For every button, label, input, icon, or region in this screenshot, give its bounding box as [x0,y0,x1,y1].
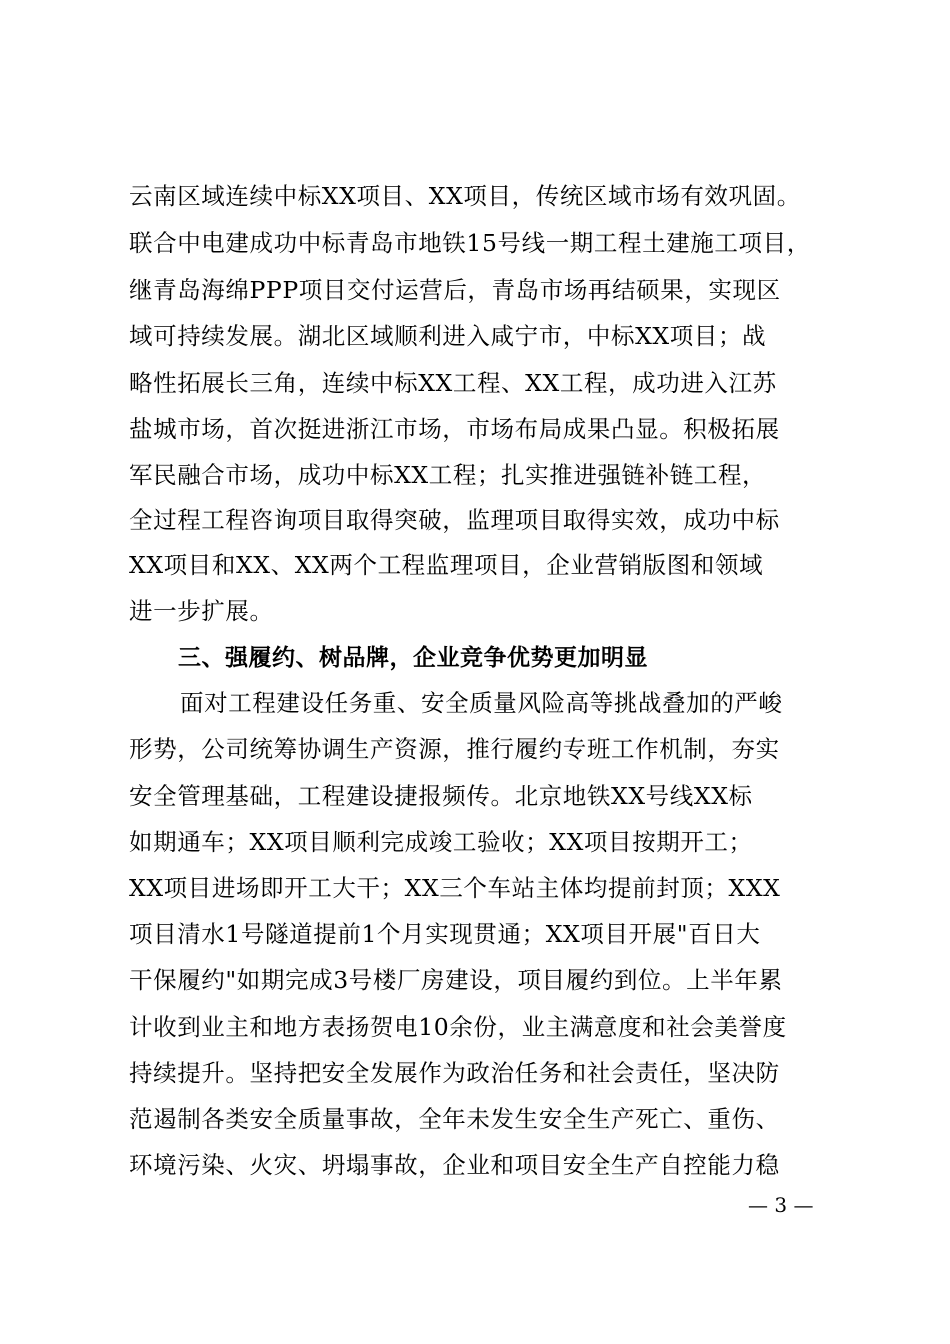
body-text-line: 全过程工程咨询项目取得突破，监理项目取得实效，成功中标 [129,506,780,534]
body-text-line: 略性拓展长三角，连续中标XX工程、XX工程，成功进入江苏 [129,369,777,397]
page-number: — 3 — [748,1193,814,1217]
body-text-line: 军民融合市场，成功中标XX工程；扎实推进强链补链工程， [129,461,767,489]
body-text-line: 安全管理基础，工程建设捷报频传。北京地铁XX号线XX标 [129,782,753,810]
body-text-line: 盐城市场，首次挺进浙江市场，市场布局成果凸显。积极拓展 [129,415,780,443]
body-text-line: 云南区域连续中标XX项目、XX项目，传统区域市场有效巩固。 [129,182,801,210]
body-text-line: 计收到业主和地方表扬贺电10余份，业主满意度和社会美誉度 [129,1013,787,1041]
body-text-line: 联合中电建成功中标青岛市地铁15号线一期工程土建施工项目， [129,229,811,257]
body-text-line: 形势，公司统筹协调生产资源，推行履约专班工作机制，夯实 [129,735,780,763]
body-text-line: 面对工程建设任务重、安全质量风险高等挑战叠加的严峻 [180,689,783,717]
body-text-line: 干保履约"如期完成3号楼厂房建设，项目履约到位。上半年累 [129,966,783,994]
section-heading: 三、强履约、树品牌，企业竞争优势更加明显 [178,645,648,671]
body-text-line: 域可持续发展。湖北区域顺利进入咸宁市，中标XX项目；战 [129,322,767,350]
body-text-line: 范遏制各类安全质量事故，全年未发生安全生产死亡、重伤、 [129,1105,780,1133]
body-text-line: 环境污染、火灾、坍塌事故，企业和项目安全生产自控能力稳 [129,1151,780,1179]
body-text-line: XX项目和XX、XX两个工程监理项目，企业营销版图和领域 [129,551,764,579]
body-text-line: 如期通车；XX项目顺利完成竣工验收；XX项目按期开工； [129,828,753,856]
body-text-line: 项目清水1号隧道提前1个月实现贯通；XX项目开展"百日大 [129,920,761,948]
body-text-line: 继青岛海绵PPP项目交付运营后，青岛市场再结硕果，实现区 [129,276,781,304]
body-text-line: XX项目进场即开工大干；XX三个车站主体均提前封顶；XXX [129,874,781,902]
body-text-line: 进一步扩展。 [129,597,274,625]
body-text-line: 持续提升。坚持把安全发展作为政治任务和社会责任，坚决防 [129,1059,780,1087]
